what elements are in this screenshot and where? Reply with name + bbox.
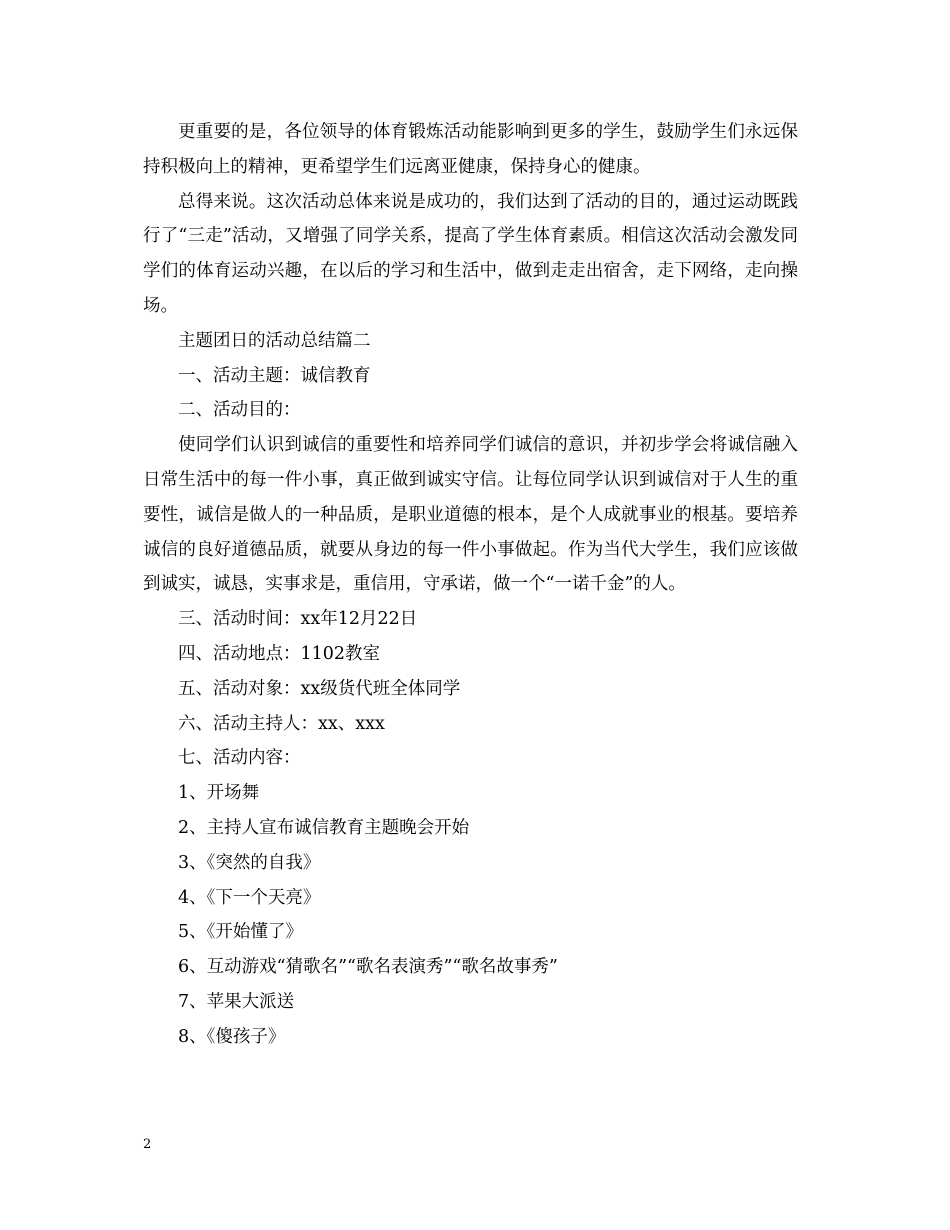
program-item: 2、主持人宣布诚信教育主题晚会开始 bbox=[178, 817, 470, 838]
program-item: 5、《开始懂了》 bbox=[178, 922, 303, 943]
activity-host: 六、活动主持人：xx、xxx bbox=[178, 713, 385, 734]
program-item: 4、《下一个天亮》 bbox=[178, 887, 321, 908]
program-item: 6、互动游戏“猜歌名”“歌名表演秀”“歌名故事秀” bbox=[178, 957, 558, 978]
program-item: 3、《突然的自我》 bbox=[178, 852, 321, 873]
activity-time: 三、活动时间：xx年12月22日 bbox=[178, 609, 418, 630]
program-item: 1、开场舞 bbox=[178, 783, 260, 804]
program-item: 8、《傻孩子》 bbox=[178, 1026, 286, 1047]
activity-location: 四、活动地点：1102教室 bbox=[178, 643, 381, 664]
activity-purpose-heading: 二、活动目的： bbox=[178, 400, 301, 421]
activity-audience: 五、活动对象：xx级货代班全体同学 bbox=[178, 678, 461, 699]
page-number: 2 bbox=[143, 1137, 152, 1152]
activity-content-heading: 七、活动内容： bbox=[178, 748, 301, 769]
program-item: 7、苹果大派送 bbox=[178, 991, 295, 1012]
section-heading: 主题团日的活动总结篇二 bbox=[178, 330, 371, 351]
paragraph-importance: 更重要的是，各位领导的体育锻炼活动能影响到更多的学生，鼓励学生们永远保持积极向上的精神，更希望学生们远离亚健康，保持身心的健康。 bbox=[143, 122, 798, 177]
activity-purpose-text: 使同学们认识到诚信的重要性和培养同学们诚信的意识，并初步学会将诚信融入日常生活中的每一件小事，真正做到诚实守信。让每位同学认识到诚信对于人生的重要性，诚信是做人的一种品质，是职业道德的根本，是个人成就事业的根基。要培养诚信的良好道德品质，就要从身边的每一件小事做起。作为当代大学生，我们应该做到诚实，诚恳，实事求是，重信用，守承诺，做一个“一诺千金”的人。 bbox=[143, 435, 798, 595]
activity-theme: 一、活动主题：诚信教育 bbox=[178, 365, 371, 386]
paragraph-summary: 总得来说。这次活动总体来说是成功的，我们达到了活动的目的，通过运动既践行了“三走”活动，又增强了同学关系，提高了学生体育素质。相信这次活动会激发同学们的体育运动兴趣，在以后的学习和生活中，做到走走出宿舍，走下网络，走向操场。 bbox=[143, 191, 798, 316]
document-body bbox=[143, 115, 798, 1055]
